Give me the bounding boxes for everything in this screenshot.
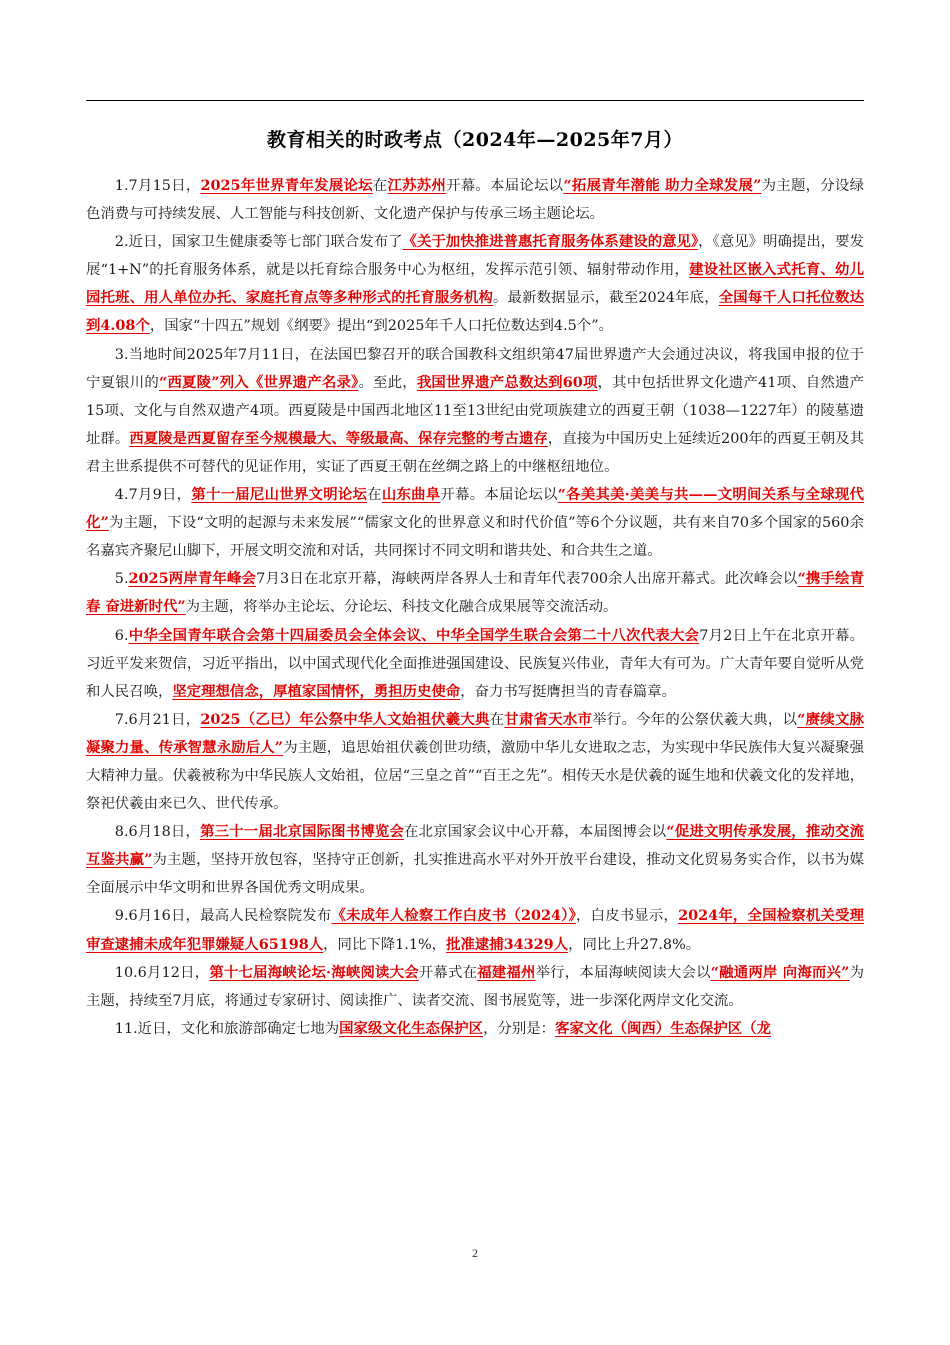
highlighted-keyword: 全国每千人口托位数达到4.08个	[86, 289, 864, 335]
paragraph	[86, 902, 864, 958]
paragraph-text: 7月3日在北京开幕，海峡两岸各界人士和青年代表700余人出席开幕式。此次峰会以	[256, 571, 798, 588]
highlighted-keyword: “西夏陵”列入《世界遗产名录》	[158, 373, 359, 391]
highlighted-keyword: “拓展青年潜能 助力全球发展”	[563, 177, 762, 194]
highlighted-keyword: 第十一届尼山世界文明论坛	[191, 486, 368, 504]
paragraph-text: 7月2日上午在北京开幕。习近平发来贺信，习近平指出，以中国式现代化全面推进强国建设、民族复兴伟业，青年大有可为。广大青年要自觉听从党和人民召唤，	[86, 627, 864, 700]
highlighted-keyword: 国家级文化生态保护区	[339, 1019, 484, 1037]
paragraph-text: 为主题，下设“文明的起源与未来发展”“儒家文化的世界意义和时代价值”等6个分议题，共有来自70多个国家的560余名嘉宾齐聚尼山脚下，开展文明交流和对话，共同探讨不同文明和谐共处、和合共生之道。	[86, 515, 864, 560]
paragraph-text: ，奋力书写挺膺担当的青春篇章。	[460, 683, 677, 700]
document-title: 教育相关的时政考点（2024年—2025年7月）	[267, 129, 683, 151]
document-body	[86, 172, 864, 1043]
paragraph-text: 。最新数据显示，截至2024年底，	[493, 290, 719, 307]
paragraph-text: 2.近日，国家卫生健康委等七部门联合发布了	[114, 234, 403, 251]
highlighted-keyword: 坚定理想信念，厚植家国情怀，勇担历史使命	[172, 682, 461, 700]
paragraph-text: ，白皮书显示，	[576, 908, 679, 925]
paragraph	[86, 818, 864, 902]
paragraph-text: 在	[489, 711, 505, 728]
highlighted-keyword: “促进文明传承发展，推动交流互鉴共赢”	[86, 823, 864, 869]
highlighted-keyword: 中华全国青年联合会第十四届委员会全体会议、中华全国学生联合会第二十八次代表大会	[128, 626, 700, 644]
page-number: 2	[472, 1246, 478, 1260]
paragraph	[86, 481, 864, 565]
paragraph	[86, 959, 864, 1015]
highlighted-keyword: 第三十一届北京国际图书博览会	[200, 823, 405, 841]
paragraph	[86, 622, 864, 706]
highlighted-keyword: “赓续文脉凝聚力量、传承智慧永励后人”	[86, 710, 864, 756]
paragraph-text: 开幕。本届论坛以	[446, 178, 564, 194]
highlighted-keyword: 《关于加快推进普惠托育服务体系建设的意见》	[402, 233, 699, 251]
highlighted-keyword: 《未成年人检察工作白皮书（2024）》	[331, 907, 576, 925]
highlighted-keyword: 客家文化（闽西）生态保护区（龙	[555, 1019, 771, 1037]
highlighted-keyword: 批准逮捕34329人	[446, 935, 569, 953]
paragraph-text: ，其中包括世界文化遗产41项、自然遗产15项、文化与自然双遗产4项。西夏陵是中国西北地区11至13世纪由党项族建立的西夏王朝（1038—1227年）的陵墓遗址群。	[86, 374, 864, 447]
highlighted-keyword: 2025年世界青年发展论坛	[200, 177, 373, 194]
highlighted-keyword: 山东曲阜	[381, 486, 441, 504]
paragraph	[86, 341, 864, 481]
paragraph-text: 9.6月16日，最高人民检察院发布	[114, 908, 332, 925]
paragraph-text: ，分别是：	[483, 1020, 556, 1037]
paragraph	[86, 1015, 864, 1043]
paragraph-text: 1.7月15日，	[114, 178, 201, 194]
highlighted-keyword: 甘肃省天水市	[504, 710, 593, 728]
paragraph	[86, 706, 864, 818]
paragraph	[86, 228, 864, 340]
paragraph-text: 开幕式在	[418, 964, 478, 981]
paragraph-text: 11.近日，文化和旅游部确定七地为	[114, 1020, 340, 1037]
paragraph-text: 为主题，持续至7月底，将通过专家研讨、阅读推广、读者交流、图书展览等，进一步深化两岸文化交流。	[86, 964, 864, 1009]
highlighted-keyword: “融通两岸 向海而兴”	[710, 963, 850, 981]
paragraph-text: 举行。今年的公祭伏羲大典，以	[592, 711, 798, 728]
paragraph-text: 6.	[114, 627, 129, 644]
paragraph-text: 10.6月12日，	[114, 964, 210, 981]
highlighted-keyword: 建设社区嵌入式托育、幼儿园托班、用人单位办托、家庭托育点等多种形式的托育服务机构	[86, 261, 864, 307]
header-rule	[86, 100, 864, 101]
paragraph-text: ，直接为中国历史上延续近200年的西夏王朝及其君主世系提供不可替代的见证作用，实证了西夏王朝在丝绸之路上的中继枢纽地位。	[86, 430, 864, 475]
paragraph-text: 5.	[114, 571, 129, 588]
paragraph-text: 7.6月21日，	[114, 711, 201, 728]
paragraph-text: 8.6月18日，	[114, 824, 201, 841]
paragraph-text: 在	[367, 487, 382, 504]
paragraph-text: 为主题，追思始祖伏羲创世功绩，激励中华儿女进取之志，为实现中华民族伟大复兴凝聚强大精神力量。伏羲被称为中华民族人文始祖，位居“三皇之首”“百王之先”。相传天水是伏羲的诞生地和伏羲文化的发祥地，祭祀伏羲由来已久、世代传承。	[86, 739, 864, 813]
paragraph-text: 在	[372, 178, 388, 194]
paragraph	[86, 565, 864, 621]
paragraph-text: ，同比下降1.1%，	[323, 936, 447, 953]
highlighted-keyword: 2024年，全国检察机关受理审查逮捕未成年犯罪嫌疑人65198人	[86, 907, 864, 953]
paragraph-text: 开幕。本届论坛以	[440, 487, 558, 504]
highlighted-keyword: 江苏苏州	[387, 177, 447, 194]
paragraph-text: 为主题，将举办主论坛、分论坛、科技文化融合成果展等交流活动。	[185, 599, 618, 616]
paragraph-text: 。至此，	[358, 374, 417, 391]
highlighted-keyword: “各美其美·美美与共——文明间关系与全球现代化”	[86, 486, 864, 532]
paragraph-text: 为主题，分设绿色消费与可持续发展、人工智能与科技创新、文化遗产保护与传承三场主题论坛。	[86, 178, 864, 223]
paragraph-text: ，同比上升27.8%。	[568, 936, 701, 953]
paragraph-text: 举行，本届海峡阅读大会以	[535, 964, 711, 981]
paragraph-text: 在北京国家会议中心开幕，本届图博会以	[404, 824, 667, 841]
paragraph-text: ，国家“十四五”规划《纲要》提出“到2025年千人口托位数达到4.5个”。	[149, 318, 613, 335]
paragraph-text: 4.7月9日，	[114, 487, 192, 504]
highlighted-keyword: “携手绘青春 奋进新时代”	[86, 570, 864, 616]
highlighted-keyword: 西夏陵是西夏留存至今规模最大、等级最高、保存完整的考古遗存	[129, 429, 548, 447]
highlighted-keyword: 第十七届海峡论坛·海峡阅读大会	[209, 963, 419, 981]
highlighted-keyword: 福建福州	[477, 963, 536, 981]
highlighted-keyword: 2025（乙巳）年公祭中华人文始祖伏羲大典	[200, 710, 490, 728]
paragraph-text: 3.当地时间2025年7月11日，在法国巴黎召开的联合国教科文组织第47届世界遗产大会通过决议，将我国申报的位于宁夏银川的	[86, 346, 864, 391]
highlighted-keyword: 我国世界遗产总数达到60项	[416, 373, 598, 391]
highlighted-keyword: 2025两岸青年峰会	[128, 570, 257, 588]
paragraph	[86, 172, 864, 228]
paragraph-text: 为主题，坚持开放包容，坚持守正创新，扎实推进高水平对外开放平台建设，推动文化贸易务实合作，以书为媒全面展示中华文明和世界各国优秀文明成果。	[86, 852, 864, 897]
paragraph-text: ，《意见》明确提出，要发展“1+N”的托育服务体系，就是以托育综合服务中心为枢纽，发挥示范引领、辐射带动作用，	[86, 234, 864, 279]
